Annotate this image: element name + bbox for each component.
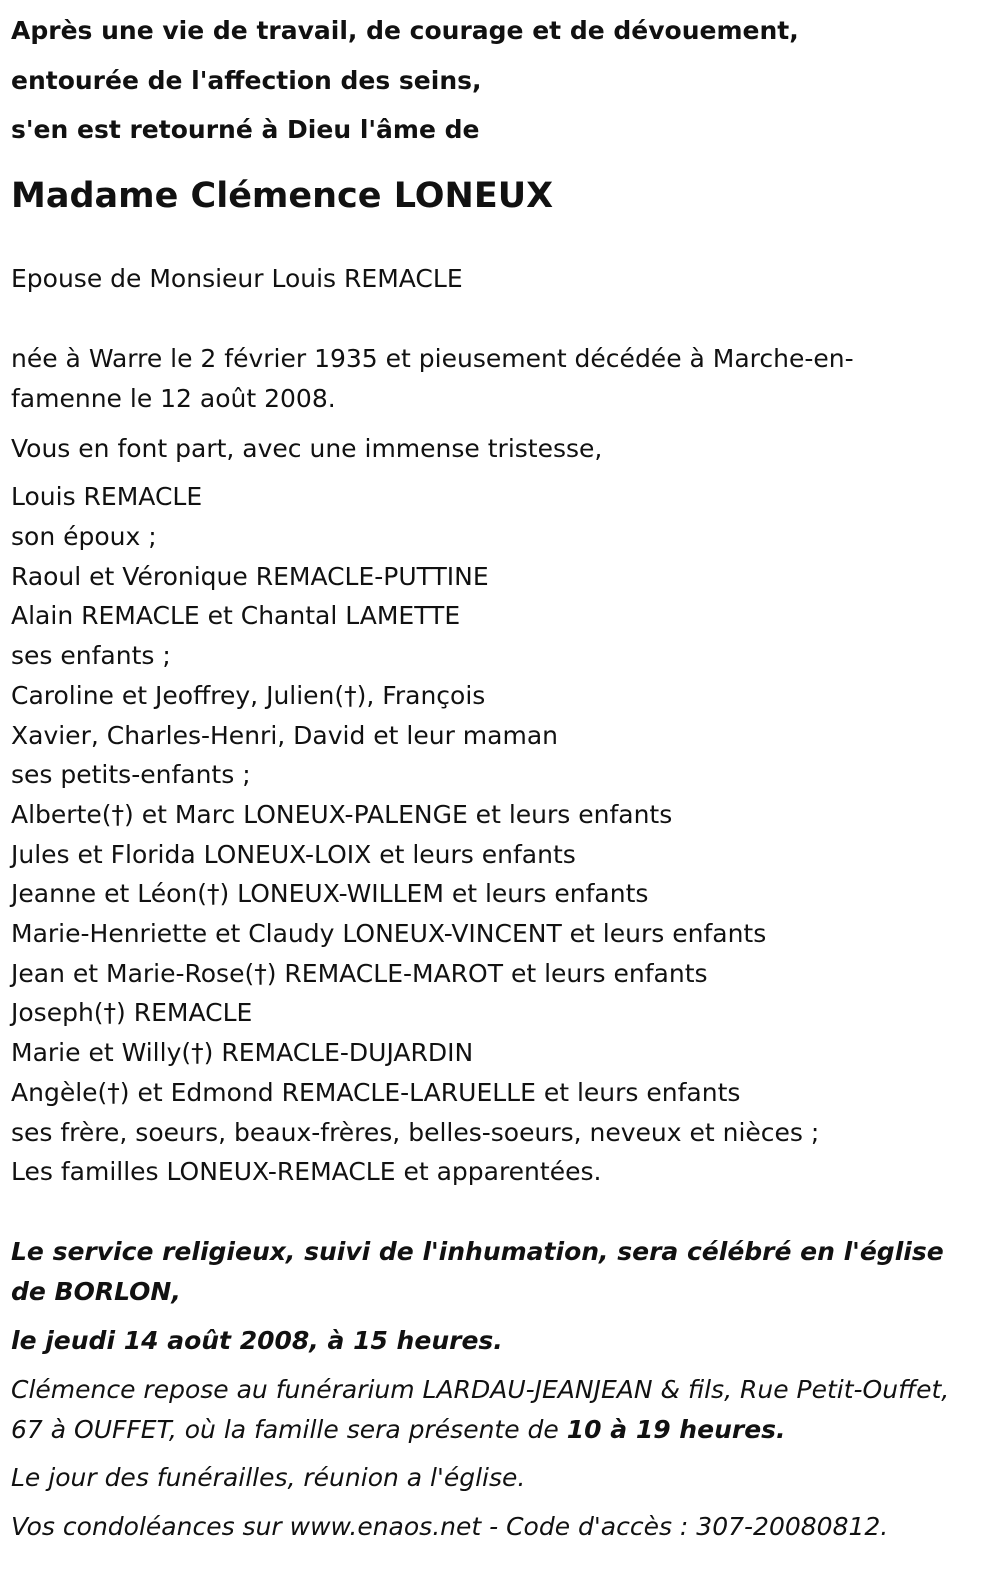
family-line: Angèle(†) et Edmond REMACLE-LARUELLE et leurs enfants — [11, 1077, 741, 1107]
family-line: Joseph(†) REMACLE — [11, 998, 253, 1028]
intro-line: Après une vie de travail, de courage et de dévouement, — [11, 16, 799, 45]
intro-block — [11, 0, 1000, 155]
visitation-hours: 10 à 19 heures. — [566, 1414, 786, 1444]
family-line: Marie-Henriette et Claudy LONEUX-VINCENT et leurs enfants — [11, 919, 767, 949]
spouse-line: Epouse de Monsieur Louis REMACLE — [11, 263, 463, 293]
visitation-info — [11, 1370, 971, 1449]
family-line: Alain REMACLE et Chantal LAMETTE — [11, 601, 461, 631]
funeral-day-note: Le jour des funérailles, réunion a l'église. — [11, 1463, 526, 1493]
family-line: Raoul et Véronique REMACLE-PUTTINE — [11, 561, 489, 591]
family-line: son époux ; — [11, 522, 157, 552]
family-line: Xavier, Charles-Henri, David et leur maman — [11, 720, 558, 750]
deceased-name: Madame Clémence LONEUX — [11, 175, 554, 216]
intro-line: entourée de l'affection des seins, — [11, 65, 482, 95]
announcement: Vous en font part, avec une immense tristesse, — [11, 433, 603, 463]
condolences-note: Vos condoléances sur www.enaos.net - Code d'accès : 307-20080812. — [11, 1512, 889, 1542]
family-line: Les familles LONEUX-REMACLE et apparentées. — [11, 1157, 602, 1187]
family-line: Marie et Willy(†) REMACLE-DUJARDIN — [11, 1038, 474, 1068]
family-line: ses enfants ; — [11, 641, 171, 671]
family-line: Caroline et Jeoffrey, Julien(†), François — [11, 680, 486, 710]
service-announcement: Le service religieux, suivi de l'inhumation, sera célébré en l'église de BORLON, — [11, 1236, 944, 1306]
family-line: ses petits-enfants ; — [11, 760, 251, 790]
service-date: le jeudi 14 août 2008, à 15 heures. — [11, 1326, 503, 1356]
family-line: Alberte(†) et Marc LONEUX-PALENGE et leurs enfants — [11, 799, 673, 829]
family-line: ses frère, soeurs, beaux-frères, belles-soeurs, neveux et nièces ; — [11, 1117, 820, 1147]
family-line: Jean et Marie-Rose(†) REMACLE-MAROT et leurs enfants — [11, 958, 708, 988]
family-line: Louis REMACLE — [11, 482, 203, 512]
birth-line: née à Warre le 2 février 1935 et pieusement décédée à Marche-en-famenne le 12 août 2008. — [11, 344, 854, 413]
intro-line: s'en est retourné à Dieu l'âme de — [11, 115, 480, 144]
family-line: Jules et Florida LONEUX-LOIX et leurs enfants — [11, 839, 576, 869]
family-list — [11, 477, 1000, 1192]
visitation-text: Clémence repose au funérarium LARDAU-JEANJEAN & fils, Rue Petit-Ouffet, 67 à OUFFET, où la famille sera présente de — [11, 1375, 950, 1444]
family-line: Jeanne et Léon(†) LONEUX-WILLEM et leurs enfants — [11, 879, 649, 909]
